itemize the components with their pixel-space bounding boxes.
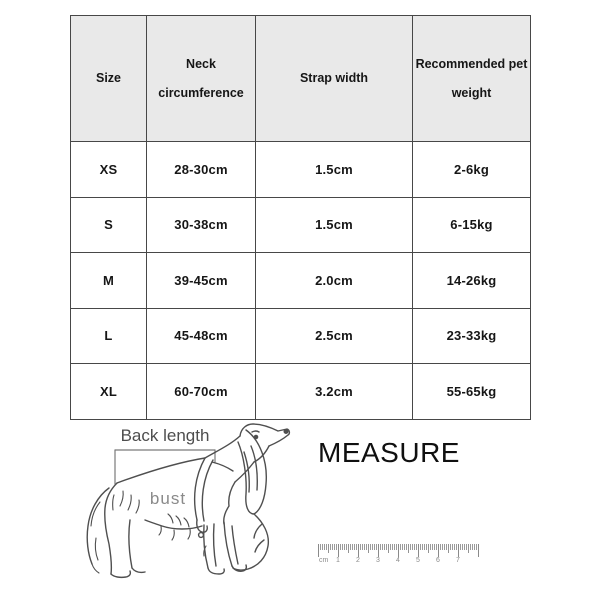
cell-neck: 45-48cm	[147, 308, 256, 364]
cell-neck: 30-38cm	[147, 197, 256, 253]
table-row	[71, 142, 531, 198]
ruler-tick-label: 2	[356, 557, 360, 564]
header-neck-circumference: Neck circumference	[147, 16, 256, 142]
header-strap-width: Strap width	[256, 16, 413, 142]
cell-size: XL	[71, 364, 147, 420]
cell-weight: 2-6kg	[413, 142, 531, 198]
ruler-illustration	[318, 544, 479, 570]
cell-neck: 60-70cm	[147, 364, 256, 420]
cell-strap: 2.0cm	[256, 253, 413, 309]
table-row	[71, 364, 531, 420]
ruler-cm-ticks	[318, 544, 479, 557]
cell-strap: 3.2cm	[256, 364, 413, 420]
table-row	[71, 253, 531, 309]
cell-size: XS	[71, 142, 147, 198]
header-size: Size	[71, 16, 147, 142]
cell-size: L	[71, 308, 147, 364]
dog-nose	[284, 430, 288, 434]
cell-weight: 23-33kg	[413, 308, 531, 364]
ruler-tick-label: 4	[396, 557, 400, 564]
ruler-tick-label: 3	[376, 557, 380, 564]
cell-neck: 39-45cm	[147, 253, 256, 309]
table-header-row	[71, 16, 531, 142]
cell-weight: 55-65kg	[413, 364, 531, 420]
ruler-tick-label: 1	[336, 557, 340, 564]
table-row	[71, 197, 531, 253]
table-row	[71, 308, 531, 364]
cell-strap: 1.5cm	[256, 197, 413, 253]
cell-size: M	[71, 253, 147, 309]
cell-weight: 14-26kg	[413, 253, 531, 309]
cell-strap: 1.5cm	[256, 142, 413, 198]
measure-heading: MEASURE	[318, 437, 460, 468]
bust-label: bust	[149, 489, 187, 508]
size-table	[70, 15, 531, 420]
cell-neck: 28-30cm	[147, 142, 256, 198]
ruler-unit-label: cm	[319, 557, 329, 564]
header-recommended-pet-weight: Recommended pet weight	[413, 16, 531, 142]
cell-size: S	[71, 197, 147, 253]
ruler-tick-label: 6	[436, 557, 440, 564]
ruler-tick-label: 7	[456, 557, 460, 564]
back-length-label: Back length	[120, 426, 210, 445]
cell-strap: 2.5cm	[256, 308, 413, 364]
cell-weight: 6-15kg	[413, 197, 531, 253]
ruler-tick-label: 5	[416, 557, 420, 564]
